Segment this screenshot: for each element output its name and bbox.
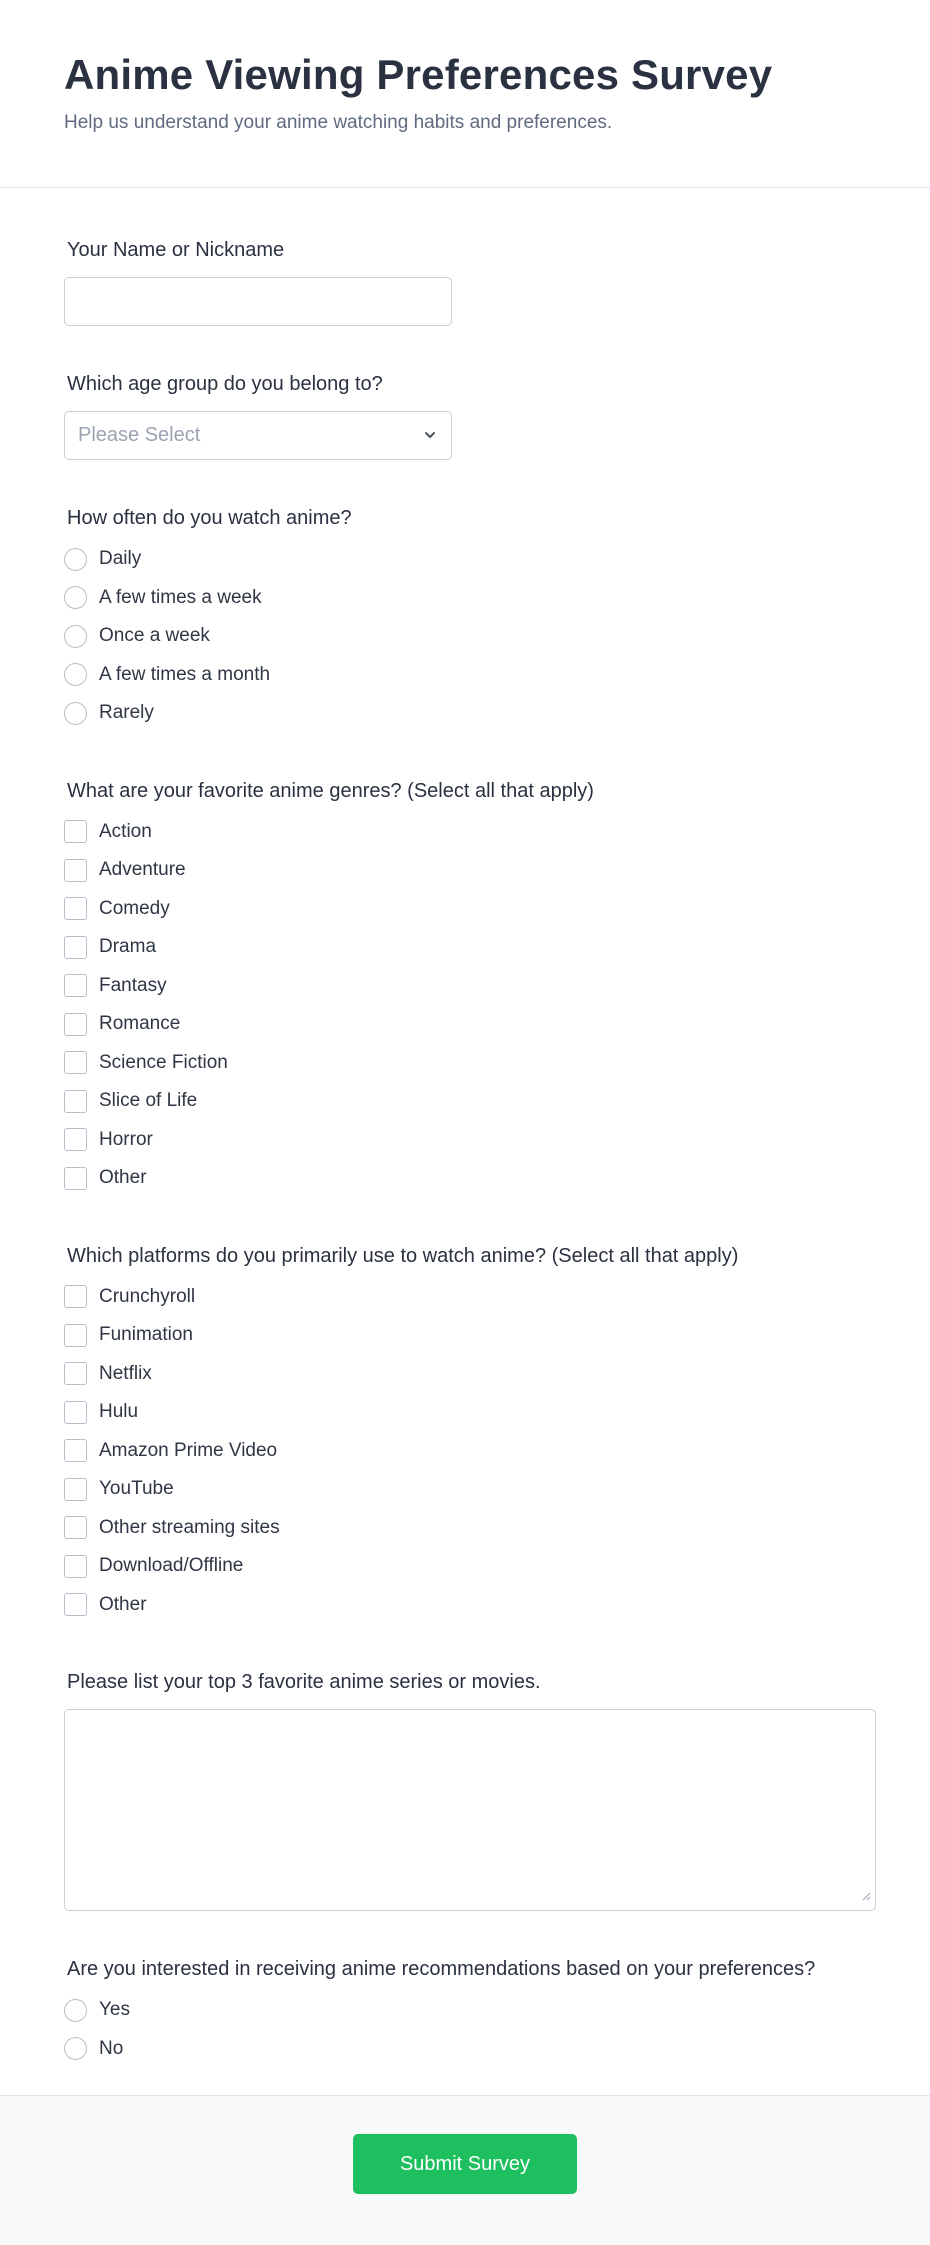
option-label: Romance bbox=[99, 1013, 181, 1035]
genres-options bbox=[64, 813, 866, 1198]
option-label: Rarely bbox=[99, 702, 154, 724]
page-subtitle: Help us understand your anime watching habits and preferences. bbox=[64, 112, 613, 134]
option-label: Science Fiction bbox=[99, 1051, 228, 1073]
platforms-options bbox=[64, 1278, 866, 1625]
age-select[interactable] bbox=[64, 411, 452, 460]
survey-header bbox=[0, 0, 930, 188]
radio-button[interactable] bbox=[64, 663, 87, 686]
option-label: Daily bbox=[99, 548, 142, 570]
name-input[interactable] bbox=[64, 277, 452, 326]
checkbox[interactable] bbox=[64, 1478, 87, 1501]
checkbox[interactable] bbox=[64, 820, 87, 843]
checkbox[interactable] bbox=[64, 859, 87, 882]
checkbox-option[interactable] bbox=[64, 1316, 866, 1355]
radio-button[interactable] bbox=[64, 625, 87, 648]
radio-option[interactable] bbox=[64, 656, 866, 695]
option-label: Hulu bbox=[99, 1401, 139, 1423]
frequency-label: How often do you watch anime? bbox=[67, 507, 352, 529]
checkbox[interactable] bbox=[64, 1439, 87, 1462]
checkbox[interactable] bbox=[64, 1167, 87, 1190]
resize-handle-icon[interactable] bbox=[861, 1888, 871, 1906]
checkbox[interactable] bbox=[64, 974, 87, 997]
option-label: Once a week bbox=[99, 625, 210, 647]
checkbox-option[interactable] bbox=[64, 1159, 866, 1198]
checkbox[interactable] bbox=[64, 1516, 87, 1539]
checkbox-option[interactable] bbox=[64, 1121, 866, 1160]
checkbox-option[interactable] bbox=[64, 1432, 866, 1471]
question-recommendations bbox=[64, 1957, 866, 2068]
radio-button[interactable] bbox=[64, 1999, 87, 2022]
radio-option[interactable] bbox=[64, 540, 866, 579]
radio-button[interactable] bbox=[64, 586, 87, 609]
checkbox[interactable] bbox=[64, 1128, 87, 1151]
option-label: Amazon Prime Video bbox=[99, 1439, 278, 1461]
checkbox-option[interactable] bbox=[64, 813, 866, 852]
checkbox-option[interactable] bbox=[64, 1355, 866, 1394]
survey-form bbox=[0, 188, 930, 2096]
question-frequency bbox=[64, 506, 866, 733]
checkbox[interactable] bbox=[64, 1285, 87, 1308]
option-label: Funimation bbox=[99, 1324, 193, 1346]
checkbox[interactable] bbox=[64, 936, 87, 959]
option-label: Comedy bbox=[99, 897, 170, 919]
favorites-textarea[interactable] bbox=[64, 1709, 876, 1911]
checkbox-option[interactable] bbox=[64, 1470, 866, 1509]
recommendations-options bbox=[64, 1991, 866, 2068]
question-favorites bbox=[64, 1670, 866, 1911]
checkbox-option[interactable] bbox=[64, 851, 866, 890]
option-label: Horror bbox=[99, 1128, 153, 1150]
checkbox-option[interactable] bbox=[64, 1044, 866, 1083]
option-label: Slice of Life bbox=[99, 1090, 198, 1112]
option-label: Netflix bbox=[99, 1362, 152, 1384]
option-label: Adventure bbox=[99, 859, 186, 881]
checkbox-option[interactable] bbox=[64, 1393, 866, 1432]
option-label: Other bbox=[99, 1167, 147, 1189]
option-label: YouTube bbox=[99, 1478, 174, 1500]
checkbox-option[interactable] bbox=[64, 967, 866, 1006]
radio-button[interactable] bbox=[64, 2037, 87, 2060]
form-footer bbox=[0, 2096, 930, 2244]
checkbox-option[interactable] bbox=[64, 1278, 866, 1317]
checkbox-option[interactable] bbox=[64, 1547, 866, 1586]
checkbox[interactable] bbox=[64, 1362, 87, 1385]
option-label: Other streaming sites bbox=[99, 1516, 280, 1538]
checkbox[interactable] bbox=[64, 1324, 87, 1347]
checkbox-option[interactable] bbox=[64, 1586, 866, 1625]
radio-option[interactable] bbox=[64, 1991, 866, 2030]
option-label: Crunchyroll bbox=[99, 1285, 196, 1307]
radio-button[interactable] bbox=[64, 702, 87, 725]
name-label: Your Name or Nickname bbox=[67, 239, 285, 261]
checkbox[interactable] bbox=[64, 1090, 87, 1113]
radio-option[interactable] bbox=[64, 617, 866, 656]
radio-option[interactable] bbox=[64, 2030, 866, 2069]
checkbox[interactable] bbox=[64, 1401, 87, 1424]
checkbox-option[interactable] bbox=[64, 928, 866, 967]
radio-button[interactable] bbox=[64, 548, 87, 571]
checkbox-option[interactable] bbox=[64, 1005, 866, 1044]
radio-option[interactable] bbox=[64, 579, 866, 618]
age-label: Which age group do you belong to? bbox=[67, 373, 383, 395]
option-label: Fantasy bbox=[99, 974, 167, 996]
option-label: No bbox=[99, 2037, 124, 2059]
question-platforms bbox=[64, 1244, 866, 1625]
chevron-down-icon bbox=[423, 427, 437, 448]
option-label: Action bbox=[99, 820, 152, 842]
checkbox[interactable] bbox=[64, 1051, 87, 1074]
favorites-label: Please list your top 3 favorite anime series or movies. bbox=[67, 1671, 541, 1693]
checkbox[interactable] bbox=[64, 897, 87, 920]
checkbox-option[interactable] bbox=[64, 1082, 866, 1121]
checkbox[interactable] bbox=[64, 1555, 87, 1578]
question-name bbox=[64, 238, 866, 326]
checkbox-option[interactable] bbox=[64, 1509, 866, 1548]
recommendations-label: Are you interested in receiving anime recommendations based on your preferences? bbox=[67, 1958, 816, 1980]
option-label: A few times a week bbox=[99, 586, 262, 608]
question-genres bbox=[64, 779, 866, 1198]
age-select-placeholder: Please Select bbox=[78, 424, 201, 446]
submit-button[interactable]: Submit Survey bbox=[353, 2134, 577, 2194]
option-label: Drama bbox=[99, 936, 157, 958]
checkbox[interactable] bbox=[64, 1593, 87, 1616]
platforms-label: Which platforms do you primarily use to watch anime? (Select all that apply) bbox=[67, 1244, 739, 1267]
radio-option[interactable] bbox=[64, 694, 866, 733]
checkbox-option[interactable] bbox=[64, 890, 866, 929]
question-age bbox=[64, 372, 866, 460]
option-label: A few times a month bbox=[99, 663, 271, 685]
option-label: Other bbox=[99, 1593, 147, 1615]
genres-label: What are your favorite anime genres? (Select all that apply) bbox=[67, 779, 594, 802]
frequency-options bbox=[64, 540, 866, 733]
page-title: Anime Viewing Preferences Survey bbox=[64, 51, 773, 98]
option-label: Download/Offline bbox=[99, 1555, 244, 1577]
option-label: Yes bbox=[99, 1999, 130, 2021]
checkbox[interactable] bbox=[64, 1013, 87, 1036]
